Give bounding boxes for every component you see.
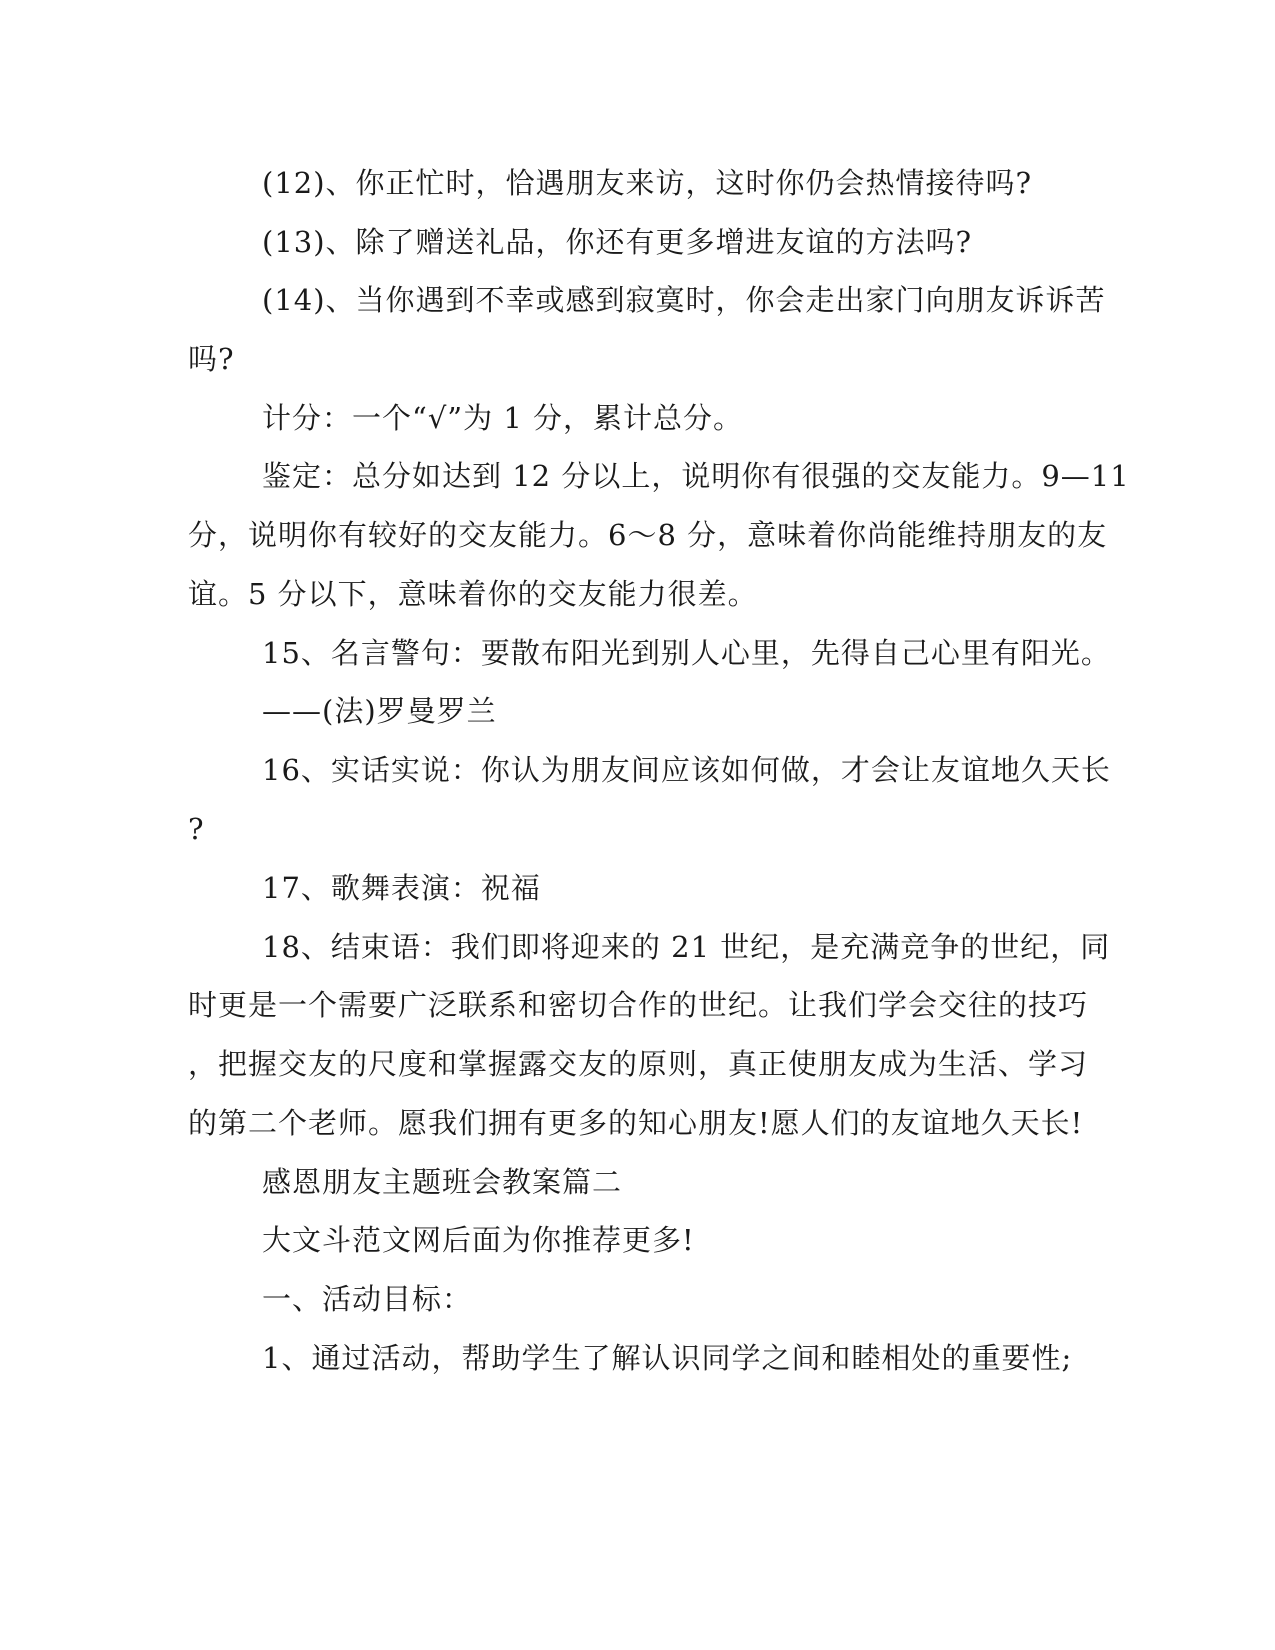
closing-paragraph-line-2: 时更是一个需要广泛联系和密切合作的世纪。让我们学会交往的技巧: [188, 988, 1089, 1022]
item-16: 16、实话实说：你认为朋友间应该如何做，才会让友谊地久天长: [262, 753, 1111, 787]
closing-paragraph-line-3: ，把握交友的尺度和掌握露交友的原则，真正使朋友成为生活、学习: [188, 1047, 1089, 1081]
question-14: (14)、当你遇到不幸或感到寂寞时，你会走出家门向朋友诉诉苦: [262, 283, 1106, 317]
recommend-line: 大文斗范文网后面为你推荐更多!: [262, 1223, 695, 1257]
quote-author: ——(法)罗曼罗兰: [262, 694, 497, 728]
question-14-continued: 吗?: [188, 342, 235, 376]
closing-paragraph-line-1: 18、结束语：我们即将迎来的 21 世纪，是充满竞争的世纪，同: [262, 930, 1111, 964]
item-17: 17、歌舞表演：祝福: [262, 871, 541, 905]
evaluation-paragraph-line-2: 分，说明你有较好的交友能力。6～8 分，意味着你尚能维持朋友的友: [188, 518, 1108, 552]
question-12: (12)、你正忙时，恰遇朋友来访，这时你仍会热情接待吗?: [262, 166, 1033, 200]
quote-line: 15、名言警句：要散布阳光到别人心里，先得自己心里有阳光。: [262, 636, 1111, 670]
activity-goal-1: 1、通过活动，帮助学生了解认识同学之间和睦相处的重要性;: [262, 1341, 1073, 1375]
activity-goals-heading: 一、活动目标：: [262, 1282, 473, 1316]
question-13: (13)、除了赠送礼品，你还有更多增进友谊的方法吗?: [262, 225, 973, 259]
section-title: 感恩朋友主题班会教案篇二: [262, 1165, 623, 1199]
scoring-rule: 计分：一个“√”为 1 分，累计总分。: [262, 401, 744, 435]
evaluation-paragraph-line-3: 谊。5 分以下，意味着你的交友能力很差。: [188, 577, 758, 611]
item-16-continued: ?: [188, 812, 205, 846]
closing-paragraph-line-4: 的第二个老师。愿我们拥有更多的知心朋友!愿人们的友谊地久天长!: [188, 1106, 1084, 1140]
evaluation-paragraph-line-1: 鉴定：总分如达到 12 分以上，说明你有很强的交友能力。9—11: [262, 459, 1130, 493]
